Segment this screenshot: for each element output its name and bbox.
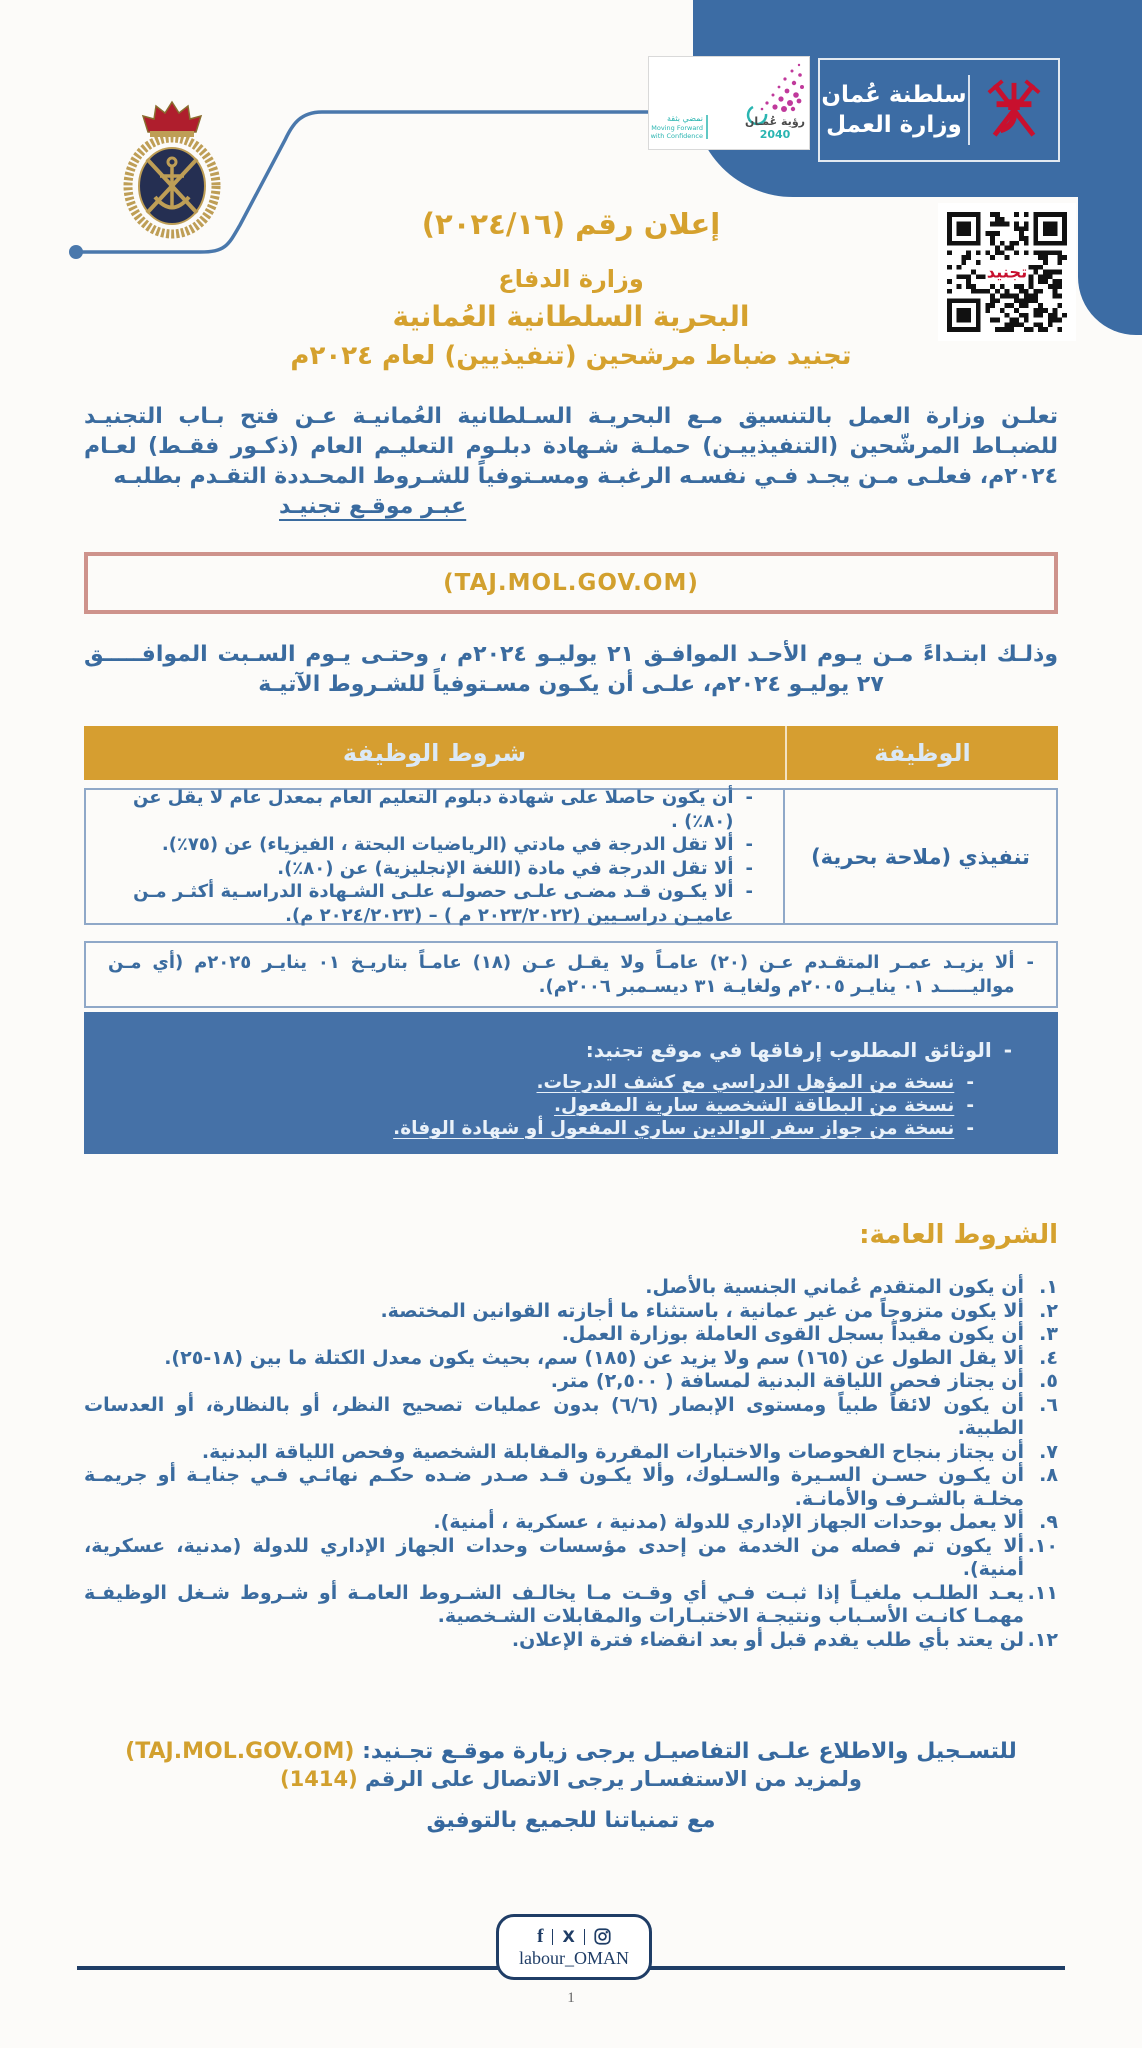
social-handle: labour_OMAN <box>519 1947 629 1968</box>
vision-tagline-en1: Moving Forward <box>651 124 703 132</box>
job-table-header <box>84 726 1058 780</box>
job-conditions-cell <box>86 787 783 926</box>
x-twitter-icon: X <box>562 1927 575 1946</box>
job-table <box>84 726 1058 1008</box>
portal-url-box <box>84 552 1058 614</box>
column-header-conditions: شروط الوظيفة <box>342 739 527 767</box>
icon-separator <box>552 1929 553 1945</box>
general-condition-item: ٢. ألا يكون متزوجاً من غير عمانية ، باستثناء ما أجازته القوانين المختصة. <box>380 1299 1058 1322</box>
dash-bullet: - <box>745 857 753 879</box>
general-conditions-list <box>84 1276 1058 1652</box>
social-media-box <box>496 1914 652 1980</box>
contact-number: (1414) <box>280 1767 358 1791</box>
good-luck-line: مع تمنياتنا للجميع بالتوفيق <box>426 1808 716 1833</box>
ministry-of-labour-logo <box>818 58 1060 162</box>
mol-text-line1: سلطنة عُمان <box>821 82 967 108</box>
page-number: 1 <box>567 1990 575 2006</box>
ministry-of-defence-title: وزارة الدفاع <box>498 265 644 293</box>
mol-text-line2: وزارة العمل <box>826 112 962 138</box>
dash-bullet: - <box>1026 952 1034 973</box>
column-header-job: الوظيفة <box>785 726 1058 780</box>
social-icons-row <box>537 1926 611 1948</box>
documents-list <box>114 1071 974 1140</box>
document-item: - نسخة من جواز سفر الوالدين ساري المفعول أو شهادة الوفاة. <box>393 1118 974 1139</box>
general-condition-item: ١١. يعـد الطلـب ملغيـاً إذا ثبـت فـي أي وقـت مـا يخالـف الشـروط العامـة أو شـروط شـغل الوظيفـة مهمـا كانـت الأسـباب ونتيجـة الاختبـارات والمقابلات الشـخصية. <box>84 1581 1058 1627</box>
general-condition-item: ٧. أن يجتاز بنجاح الفحوصات والاختبارات المقررة والمقابلة الشخصية وفحص اللياقة البدنية. <box>201 1440 1058 1463</box>
general-condition-item: ٣. أن يكون مقيداً بسجل القوى العاملة بوزارة العمل. <box>561 1323 1058 1345</box>
age-condition-row: - ألا يزيـد عمـر المتقـدم عـن (٢٠) عامـاً ولا يقـل عـن (١٨) عامـاً بتاريـخ ٠١ ينايـر ٢٠٢٥م (أي مـن مواليـــــد ٠١ ينايـر ٢٠٠٥م ولغايـة ٣١ ديسـمبر ٢٠٠٦م). <box>84 941 1058 1008</box>
general-condition-item: ١٠. ألا يكون تم فصله من الخدمة من إحدى مؤسسات وحدات الجهاز الإداري للدولة (مدنية، عسكرية، أمنية). <box>84 1534 1058 1580</box>
dash-bullet: - <box>745 787 753 808</box>
general-condition-item: ٥. أن يجتاز فحص اللياقة البدنية لمسافة ( ٢,٥٠٠) متر. <box>550 1370 1058 1392</box>
documents-title: - الوثائق المطلوب إرفاقها في موقع تجنيد: <box>585 1038 1012 1062</box>
document-item: - نسخة من البطاقة الشخصية سارية المفعول. <box>554 1095 974 1116</box>
body-content <box>84 402 1058 1833</box>
general-condition-item: ٩. ألا يعمل بوحدات الجهاز الإداري للدولة (مدنية ، عسكرية ، أمنية). <box>433 1511 1058 1533</box>
dash-bullet: - <box>745 834 753 855</box>
footer-block <box>84 1738 1058 1833</box>
registration-line: للتسـجيل والاطلاع علـى التفاصيـل يرجى زيارة موقـع تجـنيد: (TAJ.MOL.GOV.OM) <box>125 1739 1017 1764</box>
dash-bullet: - <box>966 1072 974 1093</box>
instagram-icon <box>594 1928 611 1945</box>
job-table-row <box>84 788 1058 925</box>
footer-portal-url: (TAJ.MOL.GOV.OM) <box>125 1739 355 1764</box>
vision-tagline-ar: نمضي بثقة <box>667 114 703 123</box>
facebook-icon: f <box>537 1925 544 1947</box>
general-condition-item: ٤. ألا يقل الطول عن (١٦٥) سم ولا يزيد عن (١٨٥) سم، بحيث يكون معدل الكتلة ما بين (١٨-٢٥). <box>164 1346 1058 1369</box>
announcement-subject: تجنيد ضباط مرشحين (تنفيذيين) لعام ٢٠٢٤م <box>290 341 852 371</box>
condition-item: - ألا تقل الدرجة في مادة (اللغة الإنجليزية) عن (٨٠٪). <box>277 857 753 879</box>
oman-national-emblem-icon <box>970 79 1058 141</box>
icon-separator <box>584 1929 585 1945</box>
svg-text:تجنيد: تجنيد <box>986 262 1028 282</box>
portal-url: (TAJ.MOL.GOV.OM) <box>443 570 699 596</box>
oman-vision-2040-logo <box>648 56 810 150</box>
inquiry-line: ولمزيد من الاستفسـار يرجى الاتصال على الرقم (1414) <box>280 1767 862 1791</box>
job-title-cell: تنفيذي (ملاحة بحرية) <box>783 790 1056 923</box>
general-condition-item: ١. أن يكون المتقدم عُماني الجنسية بالأصل. <box>645 1276 1058 1298</box>
required-documents-panel <box>84 1012 1058 1154</box>
vision-year: 2040 <box>759 128 791 141</box>
condition-item: - ألا تقل الدرجة في مادتي (الرياضيات البحتة ، الفيزياء) عن (٧٥٪). <box>161 834 753 855</box>
dash-bullet: - <box>966 1095 974 1116</box>
general-conditions-title: الشروط العامة: <box>859 1220 1058 1250</box>
general-condition-item: ٦. أن يكون لائقاً طبياً ومستوى الإبصار (٦/٦) بدون عمليات تصحيح النظر، أو بالنظارة، أو العدسات الطبية. <box>84 1393 1058 1439</box>
title-block <box>0 207 1142 371</box>
mol-logo-text <box>820 80 968 140</box>
vision-tagline-en2: with Confidence <box>650 132 703 140</box>
intro-paragraph: تعلـن وزارة العمل بالتنسيق مـع البحريـة السـلطانية العُمانيـة عـن فتح بـاب التجنيـد للضبـاط المرشّحين (التنفيذييـن) حملـة شـهادة دبلـوم التعليـم العام (ذكـور فقـط) لعـام ٢٠٢٤م، فعلـى مـن يجـد فـي نفسـه الرغبـة ومسـتوفياً للشـروط المحـددة التقـدم بطلبـه <box>84 404 1058 489</box>
document-item: - نسخة من المؤهل الدراسي مع كشف الدرجات. <box>536 1072 974 1093</box>
royal-navy-title: البحرية السلطانية العُمانية <box>392 300 750 333</box>
general-condition-item: ١٢. لن يعتد بأي طلب يقدم قبل أو بعد انقضاء فترة الإعلان. <box>511 1628 1058 1651</box>
condition-item: - أن يكون حاصلا على شهادة دبلوم التعليم العام بمعدل عام لا يقل عن (٨٠٪) . <box>133 787 753 832</box>
dash-bullet: - <box>966 1118 974 1139</box>
dash-bullet: - <box>745 881 753 902</box>
dash-bullet: - <box>1003 1038 1012 1062</box>
condition-item: - ألا يكـون قـد مضـى علـى حصولـه علـى الشـهادة الدراسـية أكثـر مـن عاميـن دراسـيين (٢٠٢٣/٢٠٢٢ م ) – (٢٠٢٤/٢٠٢٣ م). <box>133 881 753 926</box>
vision-title-ar: رؤية عُمـان <box>745 115 805 128</box>
dates-paragraph: وذلـك ابتـداءً مـن يـوم الأحـد الموافـق ٢١ يوليـو ٢٠٢٤م ، وحتـى يـوم السـبت الموافـــــق ٢٧ يوليـو ٢٠٢٤م، علـى أن يكـون مسـتوفياً للشـروط الآتيـة <box>84 642 1058 697</box>
announcement-number: إعلان رقم (٢٠٢٤/١٦) <box>421 207 721 241</box>
via-site-line: عبـر موقـع تجنيـد <box>279 494 467 519</box>
general-condition-item: ٨. أن يكـون حسـن السـيرة والسـلوك، وألا يكـون قـد صـدر ضـده حكـم نهائـي فـي جنايـة أو جريمـة مخلـة بالشـرف والأمانـة. <box>84 1464 1058 1510</box>
